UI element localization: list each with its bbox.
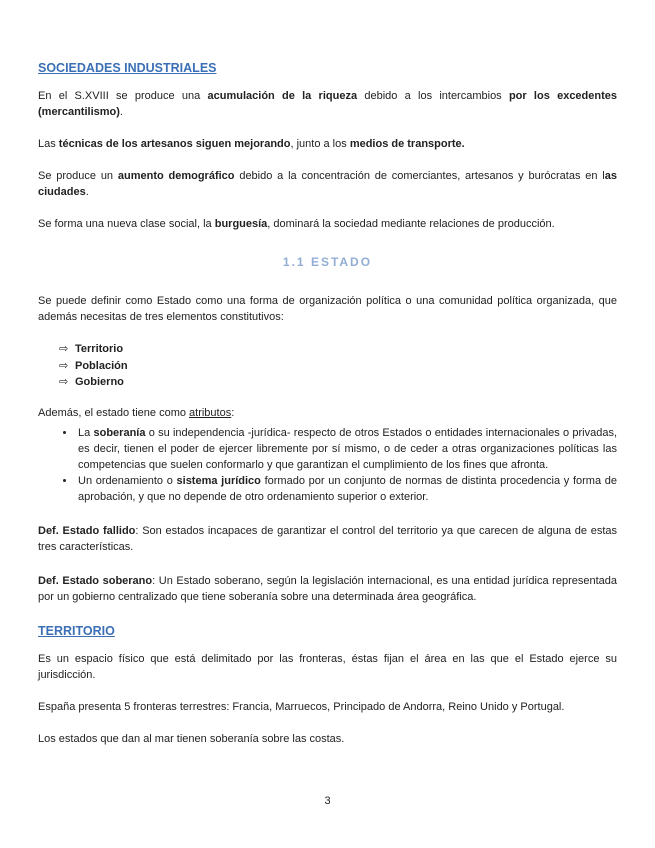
text: Se forma una nueva clase social, la	[38, 218, 215, 230]
arrow-right-icon: ⇨	[59, 359, 69, 372]
list-item-label: Población	[75, 359, 128, 372]
bold-text: sistema jurídico	[176, 474, 261, 487]
list-item-label: Territorio	[75, 343, 124, 355]
text: debido a la concentración de comerciantes, artesanos y burócratas en l	[234, 170, 605, 182]
text: Además, el estado tiene como	[38, 406, 190, 419]
list-item-soberania	[76, 425, 617, 473]
paragraph-riqueza	[38, 88, 617, 120]
bold-text: acumulación de la riqueza	[207, 90, 358, 102]
bold-text: as ciudades	[38, 170, 617, 198]
document-page	[38, 60, 617, 747]
bold-text: por los excedentes (mercantilismo)	[38, 90, 618, 118]
text: , junto a los	[290, 138, 350, 150]
bold-text: soberanía	[93, 426, 146, 439]
definition-label: Def. Estado fallido	[38, 524, 136, 537]
list-item	[59, 341, 617, 358]
definition-text: : Son estados incapaces de garantizar el control del territorio ya que carecen de alguna de estas tres características.	[38, 524, 617, 553]
text: La	[78, 426, 94, 439]
paragraph-atributos	[38, 405, 617, 421]
text: Se produce un	[38, 170, 118, 182]
paragraph-burguesia	[38, 216, 617, 232]
heading-sociedades-industriales: SOCIEDADES INDUSTRIALES	[38, 61, 217, 75]
text: En el S.XVIII se produce una	[38, 90, 208, 102]
bold-text: burguesía	[214, 218, 268, 230]
text: debido a los intercambios	[357, 90, 509, 102]
underlined-text: atributos	[189, 406, 232, 419]
paragraph-tecnicas	[38, 136, 617, 152]
text: o su independencia -jurídica- respecto de otros Estados o entidades internacionales o privadas, es decir, tienen el poder de ejercer libremente por sí mismo, o de ceder a otras organizaciones políticas las competencias que suelen conformarlo y que garantizan el cumplimiento de los fines que afronta.	[78, 426, 618, 471]
definition-estado-soberano	[38, 573, 617, 605]
text: .	[85, 186, 89, 198]
arrow-right-icon: ⇨	[59, 376, 69, 388]
text: :	[231, 406, 235, 419]
section-title-estado: 1.1 ESTADO	[282, 255, 373, 269]
definition-estado-fallido	[38, 523, 617, 555]
definition-label: Def. Estado soberano	[38, 574, 153, 587]
definition-text: : Un Estado soberano, según la legislación internacional, es una entidad jurídica representada por un gobierno centralizado que tiene soberanía sobre una determinada área geográfica.	[38, 574, 617, 603]
heading-territorio: TERRITORIO	[38, 623, 115, 638]
list-item	[59, 374, 617, 391]
text: Las	[38, 138, 59, 150]
text: , dominará la sociedad mediante relaciones de producción.	[267, 218, 555, 230]
paragraph-demografico	[38, 168, 617, 200]
elements-list	[38, 341, 617, 391]
page-number: 3	[324, 795, 331, 807]
bold-text: medios de transporte.	[349, 138, 465, 150]
text: Un ordenamiento o	[78, 474, 177, 487]
list-item-sistema-juridico	[76, 473, 617, 505]
list-item-label: Gobierno	[75, 376, 124, 388]
paragraph-espacio-fisico: Es un espacio físico que está delimitado por las fronteras, éstas fijan el área en las que el Estado ejerce su jurisdicción.	[38, 652, 617, 681]
attributes-list	[38, 425, 617, 505]
bold-text: aumento demográfico	[117, 170, 235, 182]
text: formado por un conjunto de normas de distinta procedencia y forma de aprobación, y que no depende de otro ordenamiento superior o exterior.	[78, 474, 617, 503]
paragraph-costas: Los estados que dan al mar tienen soberanía sobre las costas.	[38, 732, 345, 745]
text: .	[119, 106, 123, 118]
arrow-right-icon: ⇨	[59, 343, 69, 355]
paragraph-fronteras: España presenta 5 fronteras terrestres: Francia, Marruecos, Principado de Andorra, Reino Unido y Portugal.	[38, 700, 565, 713]
bold-text: técnicas de los artesanos siguen mejorando	[58, 138, 291, 150]
list-item	[59, 358, 617, 375]
paragraph-definicion-estado: Se puede definir como Estado como una forma de organización política o una comunidad política organizada, que además necesitas de tres elementos constitutivos:	[38, 295, 617, 323]
